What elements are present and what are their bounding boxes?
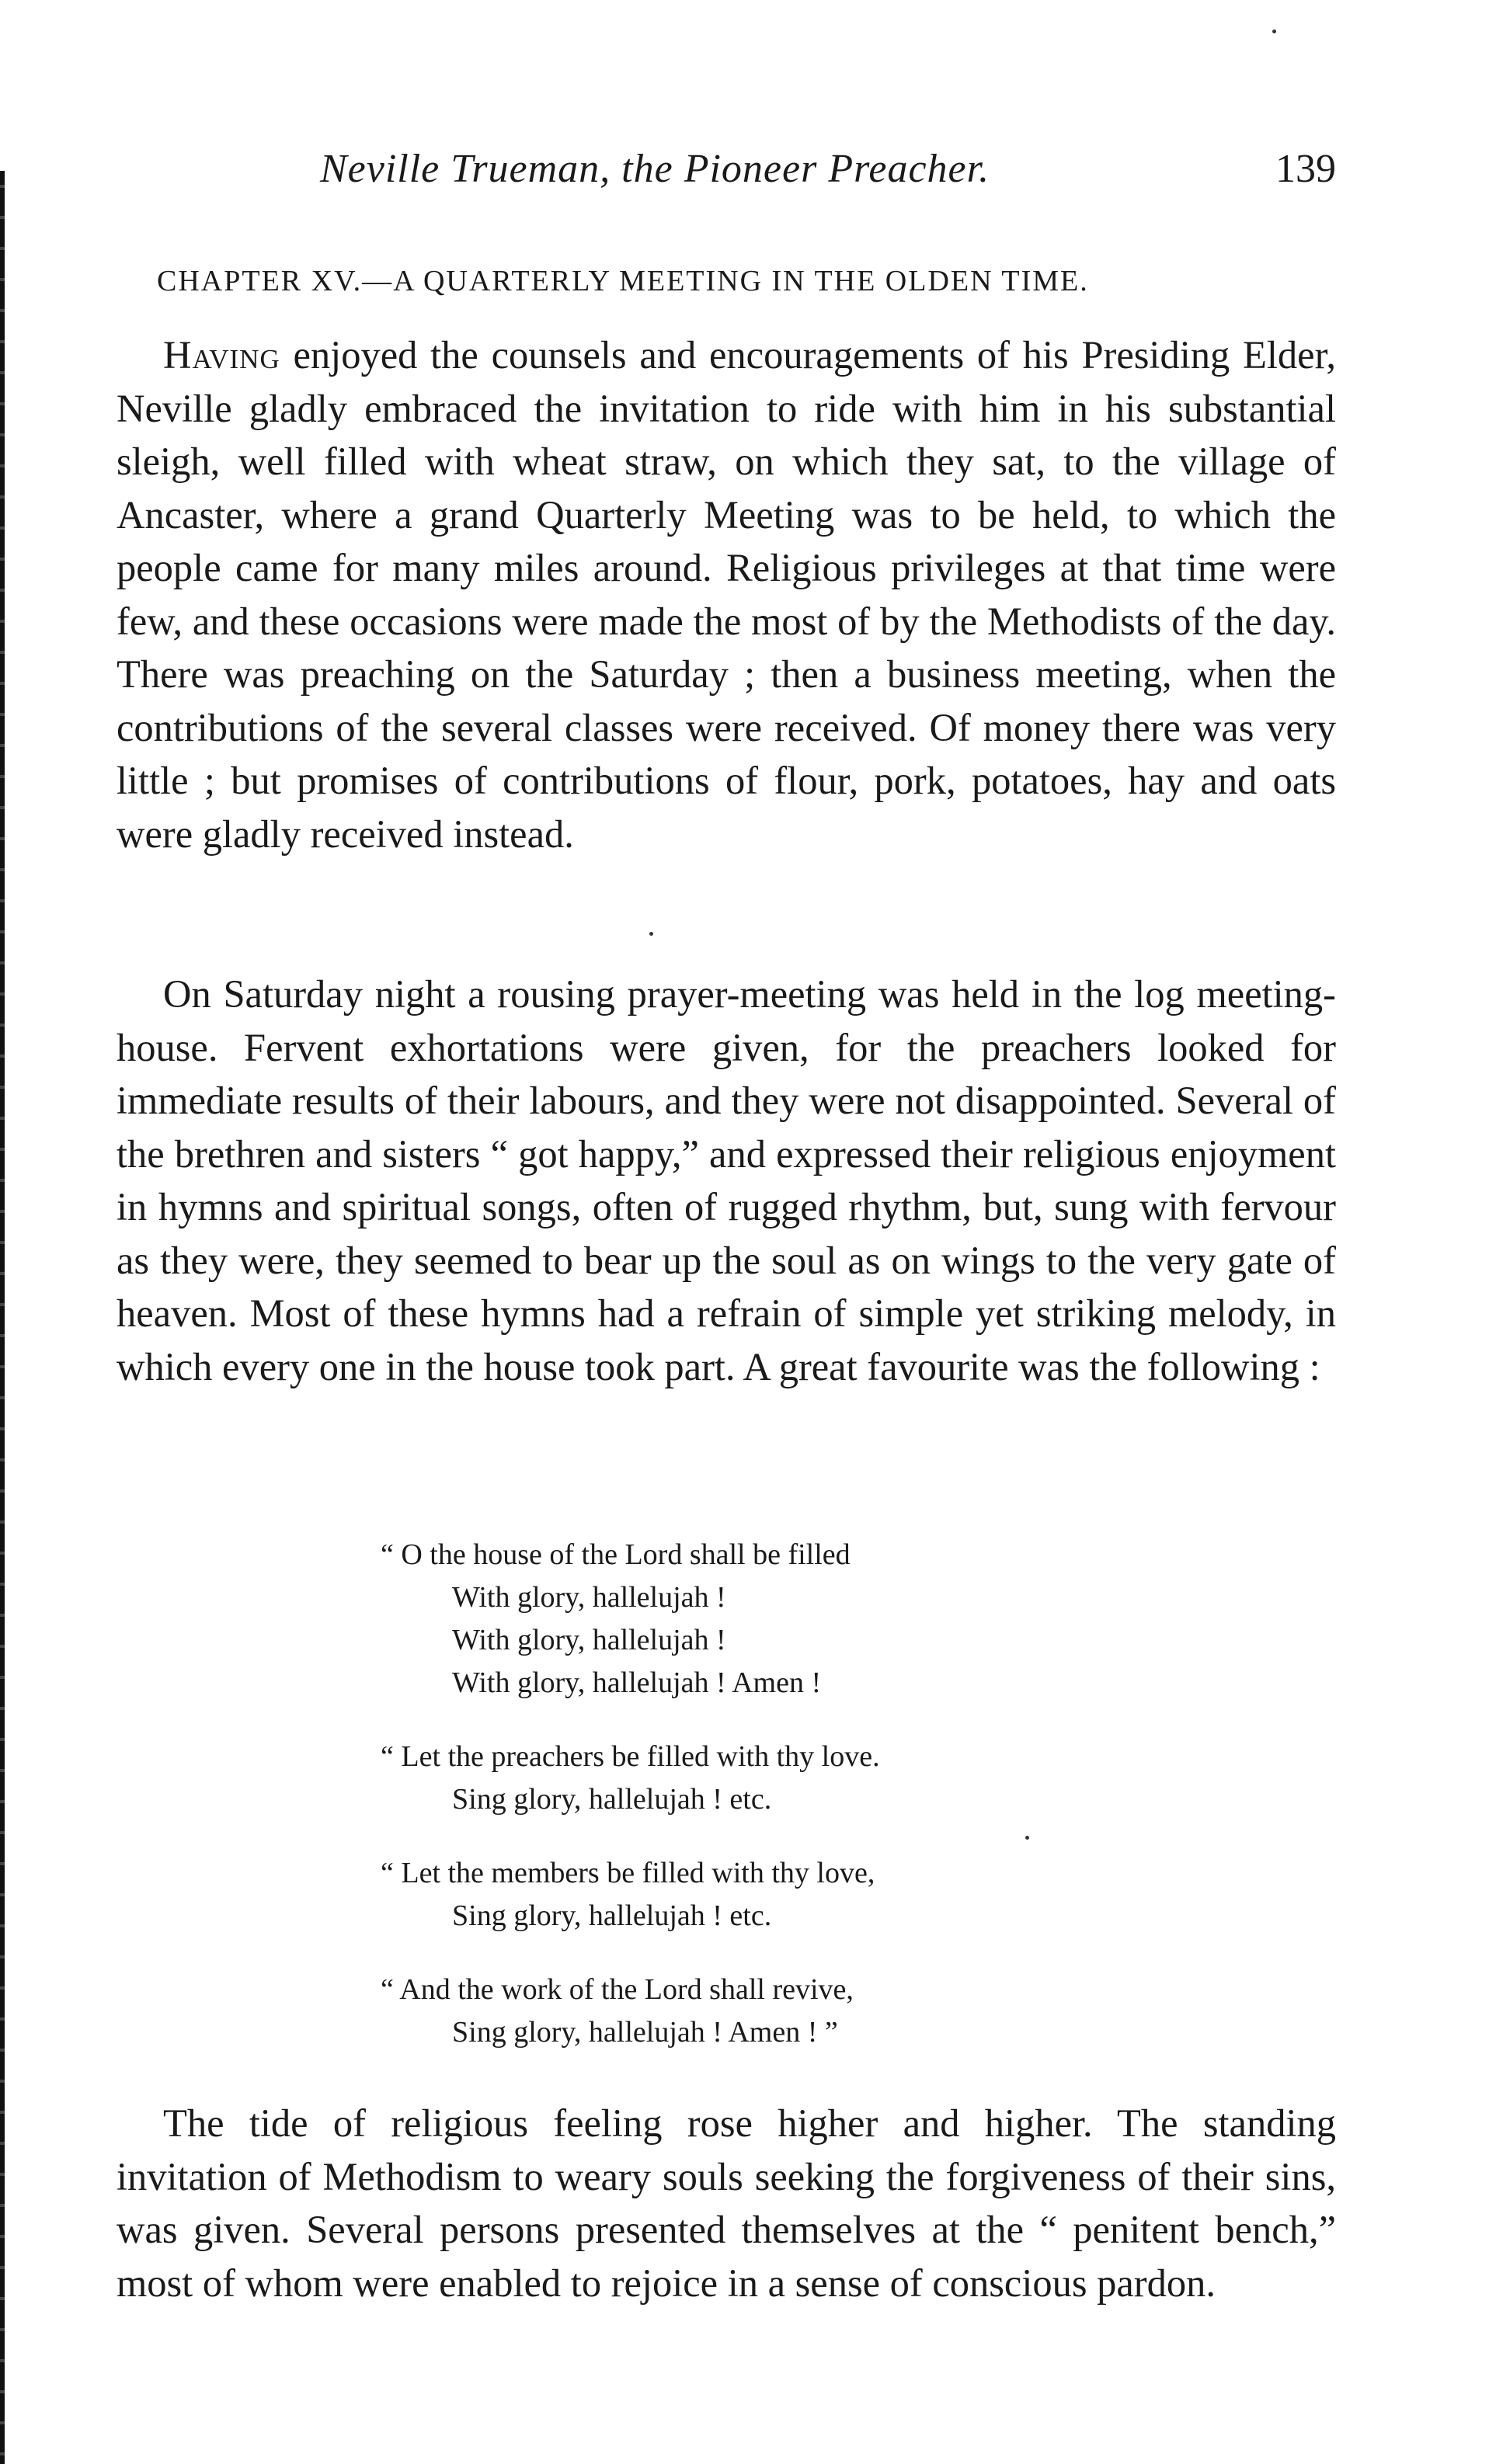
- page-number: 139: [1275, 147, 1336, 191]
- hymn-line: With glory, hallelujah !: [452, 1624, 726, 1656]
- page-header: [117, 146, 1336, 200]
- hymn-line: Sing glory, hallelujah ! Amen ! ”: [452, 2016, 838, 2049]
- paragraph-text: enjoyed the counsels and encouragements of his Presiding Elder, Neville gladly embraced the invitation to ride with him in his substantial sleigh, well filled with wheat straw, on which they sat, to the village of Ancaster, where a grand Quarterly Meeting was to be held, to which the people came for many miles around. Religious privileges at that time were few, and these occasions were made the most of by the Methodists of the day. There was preaching on the Saturday ; then a business meeting, when the contributions of the several classes were received. Of money there was very little ; but promises of contributions of flour, pork, potatoes, hay and oats were gladly received instead.: [117, 333, 1336, 856]
- hymn-stanza: [381, 1736, 1080, 1821]
- hymn-line: Sing glory, hallelujah ! etc.: [452, 1899, 772, 1932]
- hymn-line: “ And the work of the Lord shall revive,: [381, 1973, 854, 2006]
- hymn-line: “ O the house of the Lord shall be filled: [381, 1538, 851, 1571]
- running-title: Neville Trueman, the Pioneer Preacher.: [320, 147, 990, 191]
- chapter-heading: CHAPTER XV.—A QUARTERLY MEETING IN THE OLDEN TIME.: [157, 265, 1089, 297]
- paragraph: The tide of religious feeling rose higher and higher. The standing invitation of Methodism to weary souls seeking the forgiveness of their sins, was given. Several persons presented themselves at the “ penitent bench,” most of whom were enabled to rejoice in a sense of conscious pardon.: [117, 2101, 1336, 2305]
- paragraph: [117, 328, 1336, 860]
- hymn-line: “ Let the members be filled with thy love,: [381, 1857, 875, 1889]
- paragraph: On Saturday night a rousing prayer-meeting was held in the log meeting-house. Fervent exhortations were given, for the preachers looked for immediate results of their labours, and they were not disappointed. Several of the brethren and sisters “ got happy,” and expressed their religious enjoyment in hymns and spiritual songs, often of rugged rhythm, but, sung with fervour as they were, they seemed to bear up the soul as on wings to the very gate of heaven. Most of these hymns had a refrain of simple yet striking melody, in which every one in the house took part. A great favourite was the following :: [117, 972, 1336, 1388]
- paragraph-block: [117, 968, 1336, 1393]
- print-speck: [649, 932, 653, 936]
- hymn-line: Sing glory, hallelujah ! etc.: [452, 1783, 772, 1816]
- paragraph-lead-word: Having: [163, 333, 280, 377]
- paragraph-block: [117, 2097, 1336, 2309]
- hymn-line: With glory, hallelujah ! Amen !: [452, 1666, 822, 1699]
- hymn-line: With glory, hallelujah !: [452, 1581, 726, 1614]
- paragraph-block: [117, 328, 1336, 860]
- print-speck: [1272, 30, 1276, 33]
- hymn-quotation: [381, 1534, 1080, 2085]
- hymn-stanza: [381, 1969, 1080, 2054]
- hymn-stanza: [381, 1852, 1080, 1937]
- hymn-line: “ Let the preachers be filled with thy love.: [381, 1740, 880, 1773]
- hymn-stanza: [381, 1534, 1080, 1705]
- binding-edge: [0, 171, 5, 2464]
